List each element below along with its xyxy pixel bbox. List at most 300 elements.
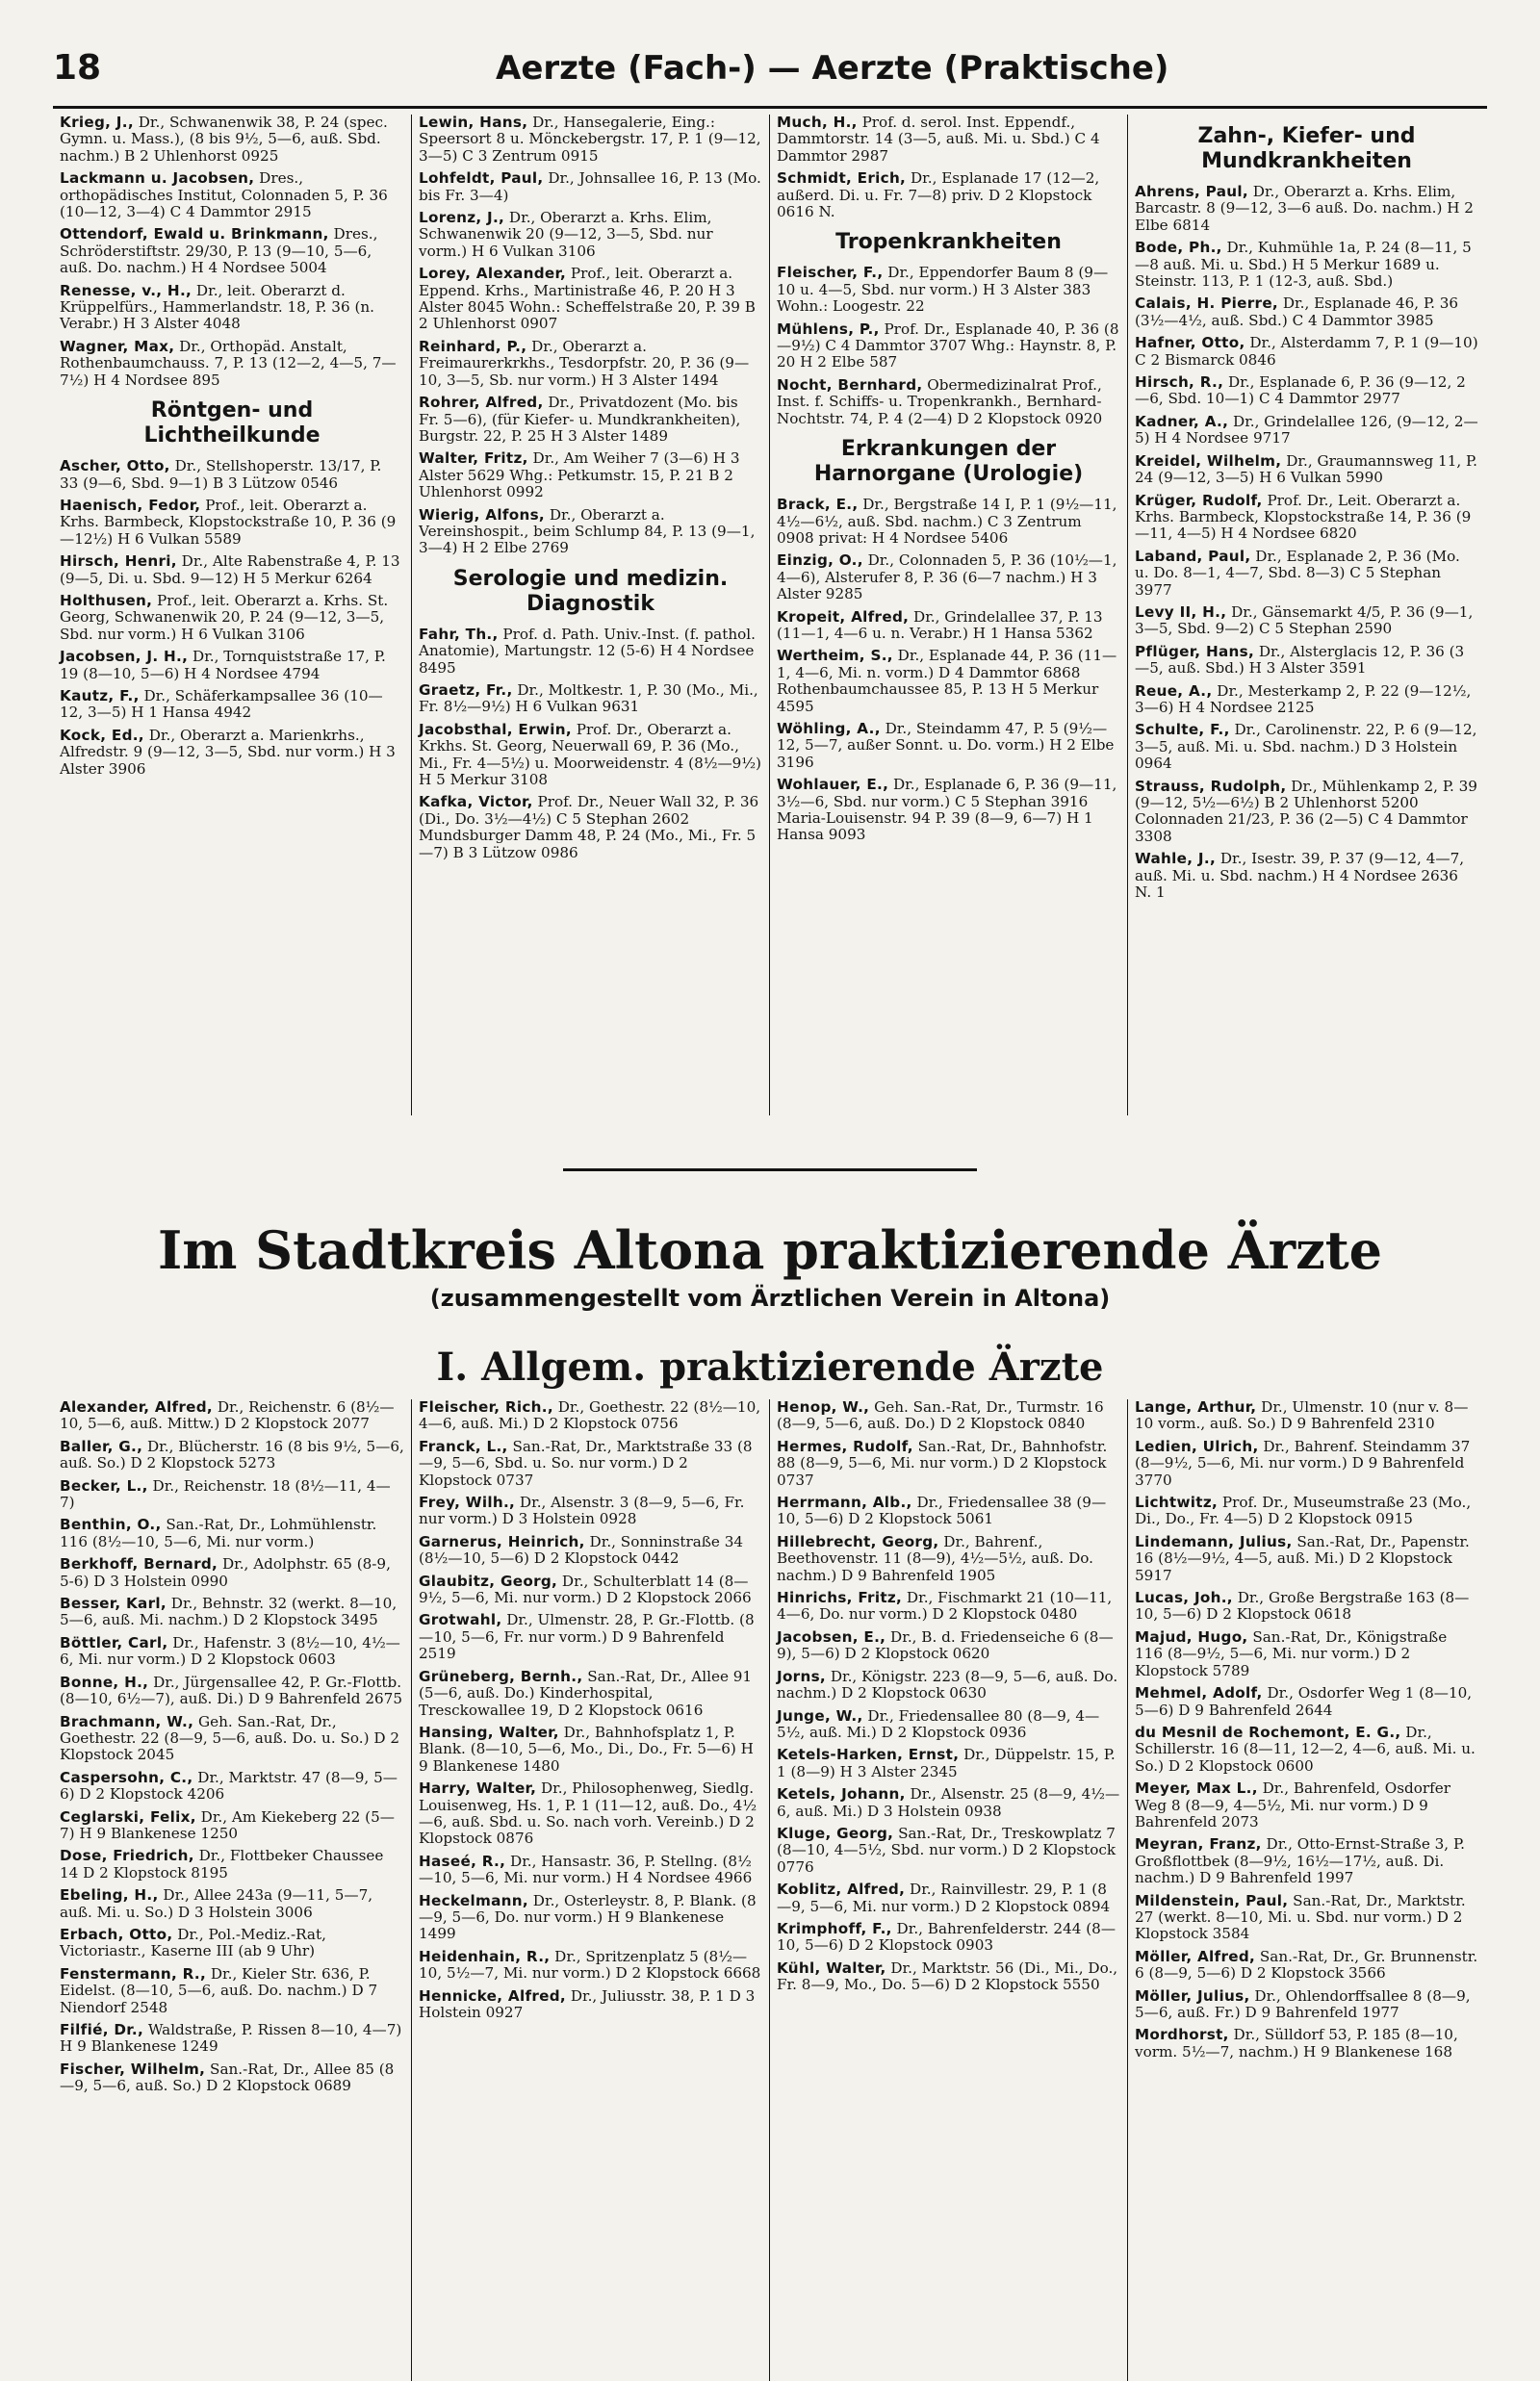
specialist-listing [53,115,1487,1115]
directory-entry [777,1534,1120,1584]
doctor-name: Reinhard, P., [419,337,527,355]
doctor-name: Mordhorst, [1135,2026,1229,2044]
directory-entry [777,265,1120,315]
entry-details: Prof. Dr., Leit. Oberarzt a. Krhs. Barmbeck, Klopstockstraße 14, P. 36 (9—11, 4—5) H 4 Nordsee 6820 [1135,491,1472,543]
doctor-name: Hennicke, Alfred, [419,1986,566,2005]
section-title: I. Allgem. praktizierende Ärzte [436,1344,1104,1390]
directory-entry [777,1439,1120,1489]
listing-column [1127,1399,1485,2381]
entry-details: Dr., Friedensallee 38 (9—10, 5—6) D 2 Klopstock 5061 [777,1494,1107,1528]
entry-details: Prof. d. Path. Univ.-Inst. (f. pathol. Anatomie), Martungstr. 12 (5-6) H 4 Nordsee 8495 [419,625,756,677]
entry-details: Dr., Bahrenf., Beethovenstr. 11 (8—9), 4½—5½, auß. Do. nachm.) D 9 Bahrenfeld 1905 [777,1532,1093,1584]
directory-entry [1135,1988,1478,2022]
directory-entry [777,321,1120,371]
directory-entry [419,170,762,204]
entry-details: Dr., Kuhmühle 1a, P. 24 (8—11, 5—8 auß. Mi. u. Sbd.) H 5 Merkur 1689 u. Steinstr. 113, P. 1 (12-3, auß. Sbd.) [1135,239,1472,291]
entry-details: Dr., Philosophenweg, Siedlg. Louisenweg, Hs. 1, P. 1 (11—12, auß. Do., 4½—6, auß. Sbd. u. So. nach vorh. Vereinb.) D 2 Klopstock 0876 [419,1779,757,1848]
doctor-name: Majud, Hugo, [1135,1627,1248,1646]
entry-details: Dr., Otto-Ernst-Straße 3, P. Großflottbek (8—9½, 16½—17½, auß. Di. nachm.) D 9 Bahrenfeld 1997 [1135,1835,1465,1887]
entry-details: Dr., Schwanenwik 38, P. 24 (spec. Gymn. u. Mass.), (8 bis 9½, 5—6, auß. Sbd. nachm.) B 2 Uhlenhorst 0925 [60,115,388,165]
doctor-name: Kreidel, Wilhelm, [1135,451,1282,470]
entry-details: Dr., Flottbeker Chaussee 14 D 2 Klopstock 8195 [60,1847,384,1882]
doctor-name: Kafka, Victor, [419,793,533,811]
directory-entry [1135,1836,1478,1886]
entry-details: Dr., Moltkestr. 1, P. 30 (Mo., Mi., Fr. 8½—9½) H 6 Vulkan 9631 [419,680,758,716]
directory-entry [419,450,762,500]
entry-details: Dr., Eppendorfer Baum 8 (9—10 u. 4—5, Sbd. nur vorm.) H 3 Alster 383 Wohn.: Loogestr. 22 [777,264,1109,316]
entry-details: Prof. d. serol. Inst. Eppendf., Dammtorstr. 14 (3—5, auß. Mi. u. Sbd.) C 4 Dammtor 2987 [777,115,1100,165]
entry-details: Dr., Graumannsweg 11, P. 24 (9—12, 3—5) H 6 Vulkan 5990 [1135,451,1477,487]
directory-entry [60,688,404,722]
section-heading: Erkrankungen der Harnorgane (Urologie) [813,437,1084,487]
entry-details: Waldstraße, P. Rissen 8—10, 4—7) H 9 Blankenese 1249 [60,2021,402,2056]
entry-details: Dr., Isestr. 39, P. 37 (9—12, 4—7, auß. Mi. u. Sbd. nachm.) H 4 Nordsee 2636 N. 1 [1135,850,1465,902]
entry-details: Dr., Bergstraße 14 I, P. 1 (9½—11, 4½—6½, auß. Sbd. nachm.) C 3 Zentrum 0908 privat: H 4 Nordsee 5406 [777,496,1117,547]
directory-entry [419,627,762,677]
altona-subtitle: (zusammengestellt vom Ärztlichen Verein in Altona) [429,1285,1111,1312]
directory-entry [777,1590,1120,1624]
doctor-name: Mehmel, Adolf, [1135,1684,1263,1703]
section-heading: Röntgen- und Lichtheilkunde [143,398,321,448]
doctor-name: Harry, Walter, [419,1779,537,1798]
directory-entry [419,794,762,861]
entry-details: Dr., Hansastr. 36, P. Stellng. (8½—10, 5—6, Mi. nur vorm.) H 4 Nordsee 4966 [419,1852,753,1887]
doctor-name: Einzig, O., [777,551,863,570]
directory-entry [777,609,1120,643]
entry-details: Dr., Am Kiekeberg 22 (5—7) H 9 Blankenese 1250 [60,1807,395,1842]
directory-entry [60,1675,404,1708]
entry-details: Dr., Oberarzt a. Krhs. Elim, Barcastr. 8 (9—12, 3—6 auß. Do. nachm.) H 2 Elbe 6814 [1135,183,1474,234]
directory-entry [1135,1495,1478,1528]
directory-entry [777,777,1120,844]
entry-details: Dr., Oberarzt a. Vereinshospit., beim Schlump 84, P. 13 (9—1, 3—4) H 2 Elbe 2769 [419,505,756,557]
doctor-name: Kühl, Walter, [777,1959,886,1977]
entry-details: Dr., Marktstr. 56 (Di., Mi., Do., Fr. 8—9, Mo., Do. 5—6) D 2 Klopstock 5550 [777,1959,1118,1994]
directory-entry [1135,414,1478,448]
doctor-name: Ascher, Otto, [60,457,170,475]
doctor-name: Franck, L., [419,1437,508,1455]
directory-entry [60,1556,404,1590]
directory-entry [60,1714,404,1764]
directory-entry [1135,1893,1478,1943]
doctor-name: Brack, E., [777,496,859,514]
entry-details: Dr., Grindelallee 37, P. 13 (11—1, 4—6 u. n. Verabr.) H 1 Hansa 5362 [777,607,1103,642]
doctor-name: Wagner, Max, [60,337,175,355]
directory-entry [60,1596,404,1629]
doctor-name: Mildenstein, Paul, [1135,1891,1289,1909]
directory-entry [1135,683,1478,717]
directory-entry [60,226,404,276]
entry-details: Dr., Düppelstr. 15, P. 1 (8—9) H 3 Alster 2345 [777,1746,1116,1780]
entry-details: Dr., Johnsallee 16, P. 13 (Mo. bis Fr. 3—4) [419,169,761,204]
entry-details: Dr., Jürgensallee 42, P. Gr.-Flottb. (8—10, 6½—7), auß. Di.) D 9 Bahrenfeld 2675 [60,1673,403,1708]
doctor-name: Ketels-Harken, Ernst, [777,1746,960,1764]
entry-details: Dr., Bahrenfeld, Osdorfer Weg 8 (8—9, 4—5½, Mi. nur vorm.) D 9 Bahrenfeld 2073 [1135,1779,1450,1831]
directory-entry [1135,493,1478,543]
directory-entry [60,1439,404,1472]
doctor-name: Brachmann, W., [60,1712,194,1730]
directory-entry [777,1495,1120,1528]
doctor-name: Haenisch, Fedor, [60,496,201,514]
entry-details: Dr., Allee 243a (9—11, 5—7, auß. Mi. u. So.) D 3 Holstein 3006 [60,1886,373,1921]
doctor-name: Schulte, F., [1135,721,1230,739]
entry-details: Geh. San.-Rat, Dr., Goethestr. 22 (8—9, 5—6, auß. Do. u. So.) D 2 Klopstock 2045 [60,1712,400,1764]
directory-entry [777,648,1120,715]
directory-entry [419,1725,762,1775]
directory-entry [60,170,404,220]
entry-details: Dr., Juliusstr. 38, P. 1 D 3 Holstein 0927 [419,1986,756,2021]
doctor-name: Jacobsen, J. H., [60,648,189,666]
directory-entry [60,1887,404,1921]
entry-details: Dr., Esplanade 44, P. 36 (11—1, 4—6, Mi. n. vorm.) D 4 Dammtor 6868 Rothenbaumchaussee 85, P. 13 H 5 Merkur 4595 [777,647,1117,715]
directory-entry [777,1882,1120,1915]
altona-title: Im Stadtkreis Altona praktizierende Ärzte [157,1219,1383,1281]
doctor-name: Wohlauer, E., [777,776,889,794]
entry-details: Dr., B. d. Friedenseiche 6 (8—9), 5—6) D 2 Klopstock 0620 [777,1627,1114,1663]
doctor-name: Lackmann u. Jacobsen, [60,169,255,188]
directory-entry [1135,1590,1478,1624]
doctor-name: Ebeling, H., [60,1886,159,1905]
doctor-name: Fleischer, Rich., [419,1399,553,1416]
entry-details: Dr., Osterleystr. 8, P. Blank. (8—9, 5—6, Do. nur vorm.) H 9 Blankenese 1499 [419,1891,757,1943]
entry-details: Dr., Schäferkampsallee 36 (10—12, 3—5) H 1 Hansa 4942 [60,686,383,722]
entry-details: Dr., Rainvillestr. 29, P. 1 (8—9, 5—6, Mi. nur vorm.) D 2 Klopstock 0894 [777,1881,1111,1915]
entry-details: Dr., Hafenstr. 3 (8½—10, 4½—6, Mi. nur vorm.) D 2 Klopstock 0603 [60,1633,400,1669]
directory-entry [1135,374,1478,408]
entry-details: San.-Rat, Dr., Marktstraße 33 (8—9, 5—6, Sbd. u. So. nur vorm.) D 2 Klopstock 0737 [419,1437,753,1489]
section-heading: Serologie und medizin. Diagnostik [452,566,729,616]
doctor-name: Lucas, Joh., [1135,1589,1233,1607]
entry-details: Dr., Esplanade 6, P. 36 (9—12, 2—6, Sbd. 10—1) C 4 Dammtor 2977 [1135,373,1466,408]
directory-entry [419,210,762,260]
directory-entry [1135,184,1478,234]
listing-column [53,1399,411,2381]
directory-entry [60,1478,404,1512]
directory-entry [419,1399,762,1433]
doctor-name: Koblitz, Alfred, [777,1881,906,1899]
doctor-name: Glaubitz, Georg, [419,1572,558,1590]
doctor-name: Möller, Julius, [1135,1986,1250,2005]
entry-details: Dr., Am Weiher 7 (3—6) H 3 Alster 5629 Whg.: Petkumstr. 15, P. 21 B 2 Uhlenhorst 0992 [419,449,740,501]
entry-details: Dr., Osdorfer Weg 1 (8—10, 5—6) D 9 Bahrenfeld 2644 [1135,1684,1473,1719]
doctor-name: Becker, L., [60,1476,148,1495]
entry-details: Dres., Schröderstiftstr. 29/30, P. 13 (9—10, 5—6, auß. Do. nachm.) H 4 Nordsee 5004 [60,225,378,277]
doctor-name: Hirsch, R., [1135,373,1224,392]
entry-details: San.-Rat, Dr., Allee 91 (5—6, auß. Do.) Kinderhospital, Tresckowallee 19, D 2 Klopstock 0616 [419,1667,753,1719]
directory-entry [419,1439,762,1489]
directory-entry [60,553,404,587]
doctor-name: Pflüger, Hans, [1135,642,1255,660]
entry-details: San.-Rat, Dr., Treskowplatz 7 (8—10, 4—5½, Sbd. nur vorm.) D 2 Klopstock 0776 [777,1824,1116,1876]
divider [563,1168,977,1171]
doctor-name: Rohrer, Alfred, [419,394,544,412]
directory-entry [419,722,762,789]
directory-entry [1135,779,1478,846]
entry-details: Dr., Adolphstr. 65 (8-9, 5-6) D 3 Holstein 0990 [60,1555,391,1590]
entry-details: Dr., Marktstr. 47 (8—9, 5—6) D 2 Klopstock 4206 [60,1768,398,1804]
doctor-name: Möller, Alfred, [1135,1947,1256,1965]
entry-details: Dr., Esplanade 6, P. 36 (9—11, 3½—6, Sbd. nur vorm.) C 5 Stephan 3916 Maria-Louisenstr. 94 P. 39 (8—9, 6—7) H 1 Hansa 9093 [777,776,1117,844]
entry-details: Dr., Pol.-Mediz.-Rat, Victoriastr., Kaserne III (ab 9 Uhr) [60,1925,326,1960]
entry-details: San.-Rat, Dr., Gr. Brunnenstr. 6 (8—9, 5—6) D 2 Klopstock 3566 [1135,1947,1478,1983]
doctor-name: Erbach, Otto, [60,1925,173,1943]
directory-entry [777,1921,1120,1955]
listing-column [1127,115,1485,1115]
doctor-name: Dose, Friedrich, [60,1847,194,1865]
directory-entry [1135,1399,1478,1433]
entry-details: Dr., Bahrenf. Steindamm 37 (8—9½, 5—6, Mi. nur vorm.) D 9 Bahrenfeld 3770 [1135,1437,1471,1489]
directory-entry [419,1669,762,1719]
doctor-name: Krieg, J., [60,115,134,131]
doctor-name: Fischer, Wilhelm, [60,2060,206,2078]
entry-details: Dr., Stellshoperstr. 13/17, P. 33 (9—6, Sbd. 9—1) B 3 Lützow 0546 [60,457,382,492]
entry-details: Dr., Alsterdamm 7, P. 1 (9—10) C 2 Bismarck 0846 [1135,334,1478,369]
doctor-name: Besser, Karl, [60,1595,167,1613]
entry-details: Dr., Sülldorf 53, P. 185 (8—10, vorm. 5½—7, nachm.) H 9 Blankenese 168 [1135,2026,1458,2061]
running-header [53,48,1487,109]
entry-details: Prof., leit. Oberarzt a. Krhs. Barmbeck, Klopstockstraße 10, P. 36 (9—12½) H 6 Vulkan 5589 [60,496,397,548]
doctor-name: Grüneberg, Bernh., [419,1667,583,1685]
doctor-name: Baller, G., [60,1437,143,1455]
directory-entry [777,170,1120,220]
page-number: 18 [53,48,102,88]
doctor-name: Lohfeldt, Paul, [419,169,544,188]
doctor-name: Meyer, Max L., [1135,1779,1258,1798]
entry-details: Dr., Ohlendorffsallee 8 (8—9, 5—6, auß. Fr.) D 9 Bahrenfeld 1977 [1135,1986,1471,2021]
doctor-name: Böttler, Carl, [60,1633,168,1651]
doctor-name: Lange, Arthur, [1135,1399,1257,1416]
doctor-name: Levy II, H., [1135,602,1227,621]
doctor-name: Krimphoff, F., [777,1919,892,1937]
doctor-name: Herrmann, Alb., [777,1494,912,1512]
doctor-name: Schmidt, Erich, [777,169,907,188]
directory-entry [419,266,762,333]
doctor-name: Jorns, [777,1667,826,1685]
entry-details: Prof. Dr., Museumstraße 23 (Mo., Di., Do., Fr. 4—5) D 2 Klopstock 0915 [1135,1494,1472,1528]
doctor-name: Garnerus, Heinrich, [419,1532,585,1550]
directory-entry [1135,722,1478,772]
directory-entry [60,649,404,682]
doctor-name: Wahle, J., [1135,850,1217,868]
doctor-name: Frey, Wilh., [419,1494,516,1512]
directory-entry [419,339,762,389]
directory-entry [60,1848,404,1882]
doctor-name: Lewin, Hans, [419,115,528,131]
directory-entry [419,682,762,716]
directory-entry [419,1534,762,1568]
entry-details: Dr., Sonninstraße 34 (8½—10, 5—6) D 2 Klopstock 0442 [419,1532,744,1568]
section-heading: Zahn-, Kiefer- und Mundkrankheiten [1197,124,1416,173]
doctor-name: Kautz, F., [60,686,140,704]
directory-entry [419,1854,762,1887]
doctor-name: Graetz, Fr., [419,680,513,699]
directory-entry [1135,851,1478,901]
directory-entry [1135,295,1478,329]
entry-details: Obermedizinalrat Prof., Inst. f. Schiffs- u. Tropenkrankh., Bernhard-Nochtstr. 74, P. 4 (2—4) D 2 Klopstock 0920 [777,375,1103,427]
doctor-name: Krüger, Rudolf, [1135,491,1263,509]
directory-entry [60,2061,404,2095]
doctor-name: Bode, Ph., [1135,239,1222,257]
doctor-name: Ledien, Ulrich, [1135,1437,1259,1455]
doctor-name: Berkhoff, Bernard, [60,1555,218,1574]
entry-details: Dr., Reichenstr. 6 (8½—10, 5—6, auß. Mittw.) D 2 Klopstock 2077 [60,1399,395,1433]
doctor-name: Meyran, Franz, [1135,1835,1262,1854]
doctor-name: Hinrichs, Fritz, [777,1589,903,1607]
directory-entry [60,2022,404,2056]
directory-entry [1135,604,1478,638]
entry-details: San.-Rat, Dr., Allee 85 (8—9, 5—6, auß. So.) D 2 Klopstock 0689 [60,2060,395,2095]
directory-entry [777,721,1120,771]
entry-details: San.-Rat, Dr., Papenstr. 16 (8½—9½, 4—5, auß. Mi.) D 2 Klopstock 5917 [1135,1532,1470,1584]
entry-details: Dr., Bahnhofsplatz 1, P. Blank. (8—10, 5—6, Mo., Di., Do., Fr. 5—6) H 9 Blankenese 1480 [419,1723,754,1775]
entry-details: Dr., Ulmenstr. 28, P. Gr.-Flottb. (8—10, 5—6, Fr. nur vorm.) D 9 Bahrenfeld 2519 [419,1611,755,1663]
entry-details: Dr., Fischmarkt 21 (10—11, 4—6, Do. nur vorm.) D 2 Klopstock 0480 [777,1589,1113,1624]
doctor-name: Hillebrecht, Georg, [777,1532,939,1550]
directory-entry [1135,2027,1478,2061]
directory-entry [1135,1629,1478,1679]
entry-details: Dr., Schillerstr. 16 (8—11, 12—2, 4—6, auß. Mi. u. So.) D 2 Klopstock 0600 [1135,1723,1476,1775]
entry-details: Dres., orthopädisches Institut, Colonnaden 5, P. 36 (10—12, 3—4) C 4 Dammtor 2915 [60,169,388,221]
directory-entry [419,1949,762,1983]
directory-entry [419,395,762,445]
entry-details: San.-Rat, Dr., Marktstr. 27 (werkt. 8—10, Mi. u. Sbd. nur vorm.) D 2 Klopstock 3584 [1135,1891,1466,1943]
doctor-name: Alexander, Alfred, [60,1399,214,1416]
directory-entry [419,1893,762,1943]
entry-details: Dr., Große Bergstraße 163 (8—10, 5—6) D 2 Klopstock 0618 [1135,1589,1470,1624]
directory-entry [60,283,404,333]
directory-entry [777,377,1120,427]
doctor-name: Hafner, Otto, [1135,334,1245,352]
doctor-name: Holthusen, [60,591,153,609]
entry-details: Dr., Hansegalerie, Eing.: Speersort 8 u. Mönckebergstr. 17, P. 1 (9—12, 3—5) C 3 Zentrum 0915 [419,115,761,165]
entry-details: Dr., Goethestr. 22 (8½—10, 4—6, auß. Mi.) D 2 Klopstock 0756 [419,1399,761,1433]
directory-entry [1135,1534,1478,1584]
directory-entry [60,1399,404,1433]
entry-details: Prof., leit. Oberarzt a. Eppend. Krhs., Martinistraße 46, P. 20 H 3 Alster 8045 Wohn.: Scheffelstraße 20, P. 39 B 2 Uhlenhorst 0907 [419,265,756,333]
doctor-name: Kock, Ed., [60,726,144,744]
directory-entry [419,1495,762,1528]
doctor-name: Junge, W., [777,1706,863,1725]
directory-entry [1135,1725,1478,1775]
doctor-name: Filfié, Dr., [60,2021,144,2038]
entry-details: Dr., Reichenstr. 18 (8½—11, 4—7) [60,1476,391,1512]
entry-details: Dr., Oberarzt a. Krhs. Elim, Schwanenwik 20 (9—12, 3—5, Sbd. nur vorm.) H 6 Vulkan 3106 [419,209,713,260]
entry-details: Dr., Mesterkamp 2, P. 22 (9—12½, 3—6) H 4 Nordsee 2125 [1135,681,1472,716]
entry-details: Dr., Esplanade 46, P. 36 (3½—4½, auß. Sbd.) C 4 Dammtor 3985 [1135,294,1459,329]
entry-details: Dr., Alsenstr. 3 (8—9, 5—6, Fr. nur vorm.) D 3 Holstein 0928 [419,1494,745,1528]
doctor-name: Ketels, Johann, [777,1785,906,1804]
directory-entry [1135,1949,1478,1983]
entry-details: Dr., Schulterblatt 14 (8—9½, 5—6, Mi. nur vorm.) D 2 Klopstock 2066 [419,1572,752,1607]
doctor-name: Fenstermann, R., [60,1964,207,1983]
doctor-name: Fleischer, F., [777,264,884,282]
doctor-name: du Mesnil de Rochemont, E. G., [1135,1723,1401,1741]
entry-details: Dr., Alsenstr. 25 (8—9, 4½—6, auß. Mi.) D 3 Holstein 0938 [777,1785,1120,1820]
directory-entry [60,498,404,548]
directory-entry [1135,453,1478,487]
doctor-name: Kadner, A., [1135,412,1229,430]
directory-entry [60,1966,404,2016]
doctor-name: Laband, Paul, [1135,547,1251,565]
doctor-name: Lorey, Alexander, [419,265,567,283]
entry-details: Dr., leit. Oberarzt d. Krüppelfürs., Hammerlandstr. 18, P. 36 (n. Verabr.) H 3 Alster 4048 [60,281,374,333]
directory-entry [60,593,404,643]
doctor-name: Hansing, Walter, [419,1723,559,1741]
page-title: Aerzte (Fach-) — Aerzte (Praktische) [496,49,1169,88]
entry-details: Dr., Oberarzt a. Freimaurerkrkhs., Tesdorpfstr. 20, P. 36 (9—10, 3—5, Sb. nur vorm.) H 3 Alster 1494 [419,337,750,389]
directory-entry [60,1635,404,1669]
entry-details: Dr., Steindamm 47, P. 5 (9½—12, 5—7, außer Sonnt. u. Do. vorm.) H 2 Elbe 3196 [777,719,1115,771]
doctor-name: Lorenz, J., [419,209,505,227]
doctor-name: Heidenhain, R., [419,1947,551,1965]
doctor-name: Hermes, Rudolf, [777,1437,913,1455]
entry-details: Dr., Kieler Str. 636, P. Eidelst. (8—10, 5—6, auß. Do. nachm.) D 7 Niendorf 2548 [60,1964,378,2016]
doctor-name: Fahr, Th., [419,625,499,643]
entry-details: Prof. Dr., Neuer Wall 32, P. 36 (Di., Do. 3½—4½) C 5 Stephan 2602 Mundsburger Damm 48, P. 24 (Mo., Mi., Fr. 5—7) B 3 Lützow 0986 [419,793,759,861]
entry-details: Dr., Oberarzt a. Marienkrhs., Alfredstr. 9 (9—12, 3—5, Sbd. nur vorm.) H 3 Alster 3906 [60,726,396,778]
doctor-name: Ottendorf, Ewald u. Brinkmann, [60,225,329,243]
directory-entry [60,1517,404,1550]
directory-entry [419,115,762,165]
directory-entry [419,1780,762,1848]
listing-column [411,115,769,1115]
doctor-name: Ahrens, Paul, [1135,183,1248,200]
entry-details: Dr., Tornquiststraße 17, P. 19 (8—10, 5—6) H 4 Nordsee 4794 [60,648,386,682]
doctor-name: Hirsch, Henri, [60,552,177,571]
entry-details: Dr., Grindelallee 126, (9—12, 2—5) H 4 Nordsee 9717 [1135,412,1478,448]
directory-entry [777,1747,1120,1780]
directory-entry [777,552,1120,602]
directory-entry [1135,1439,1478,1489]
entry-details: Dr., Carolinenstr. 22, P. 6 (9—12, 3—5, auß. Mi. u. Sbd. nachm.) D 3 Holstein 0964 [1135,721,1477,773]
entry-details: Dr., Friedensallee 80 (8—9, 4—5½, auß. Mi.) D 2 Klopstock 0936 [777,1706,1100,1741]
directory-entry [777,497,1120,547]
doctor-name: Reue, A., [1135,681,1213,700]
directory-entry [777,1629,1120,1663]
entry-details: Prof. Dr., Oberarzt a. Krkhs. St. Georg, Neuerwall 69, P. 36 (Mo., Mi., Fr. 4—5½) u. Moorweidenstr. 4 (8½—9½) H 5 Merkur 3108 [419,720,761,788]
general-practitioners-listing [53,1399,1487,2381]
doctor-name: Haseé, R., [419,1852,506,1870]
doctor-name: Ceglarski, Felix, [60,1807,196,1826]
directory-entry [1135,1685,1478,1719]
entry-details: Dr., Ulmenstr. 10 (nur v. 8—10 vorm., auß. So.) D 9 Bahrenfeld 2310 [1135,1399,1469,1433]
listing-column [53,115,411,1115]
entry-details: Geh. San.-Rat, Dr., Turmstr. 16 (8—9, 5—6, auß. Do.) D 2 Klopstock 0840 [777,1399,1104,1433]
doctor-name: Lichtwitz, [1135,1494,1219,1512]
directory-entry [1135,1780,1478,1831]
entry-details: San.-Rat, Dr., Königstraße 116 (8—9½, 5—6, Mi. nur vorm.) D 2 Klopstock 5789 [1135,1627,1448,1679]
doctor-name: Nocht, Bernhard, [777,375,923,394]
doctor-name: Grotwahl, [419,1611,502,1629]
doctor-name: Heckelmann, [419,1891,528,1909]
doctor-name: Caspersohn, C., [60,1768,193,1786]
entry-details: San.-Rat, Dr., Lohmühlenstr. 116 (8½—10, 5—6, Mi. nur vorm.) [60,1516,377,1550]
directory-entry [60,1770,404,1804]
entry-details: Dr., Esplanade 17 (12—2, außerd. Di. u. Fr. 7—8) priv. D 2 Klopstock 0616 N. [777,169,1100,221]
directory-entry [419,1612,762,1662]
directory-entry [777,1960,1120,1994]
doctor-name: Mühlens, P., [777,320,880,338]
listing-column [411,1399,769,2381]
entry-details: San.-Rat, Dr., Bahnhofstr. 88 (8—9, 5—6, Mi. nur vorm.) D 2 Klopstock 0737 [777,1437,1108,1489]
doctor-name: Benthin, O., [60,1516,162,1534]
directory-entry [777,1708,1120,1742]
directory-entry [60,339,404,389]
directory-entry [60,1927,404,1960]
directory-entry [777,1669,1120,1703]
directory-entry [419,1988,762,2022]
directory-entry [777,1399,1120,1433]
